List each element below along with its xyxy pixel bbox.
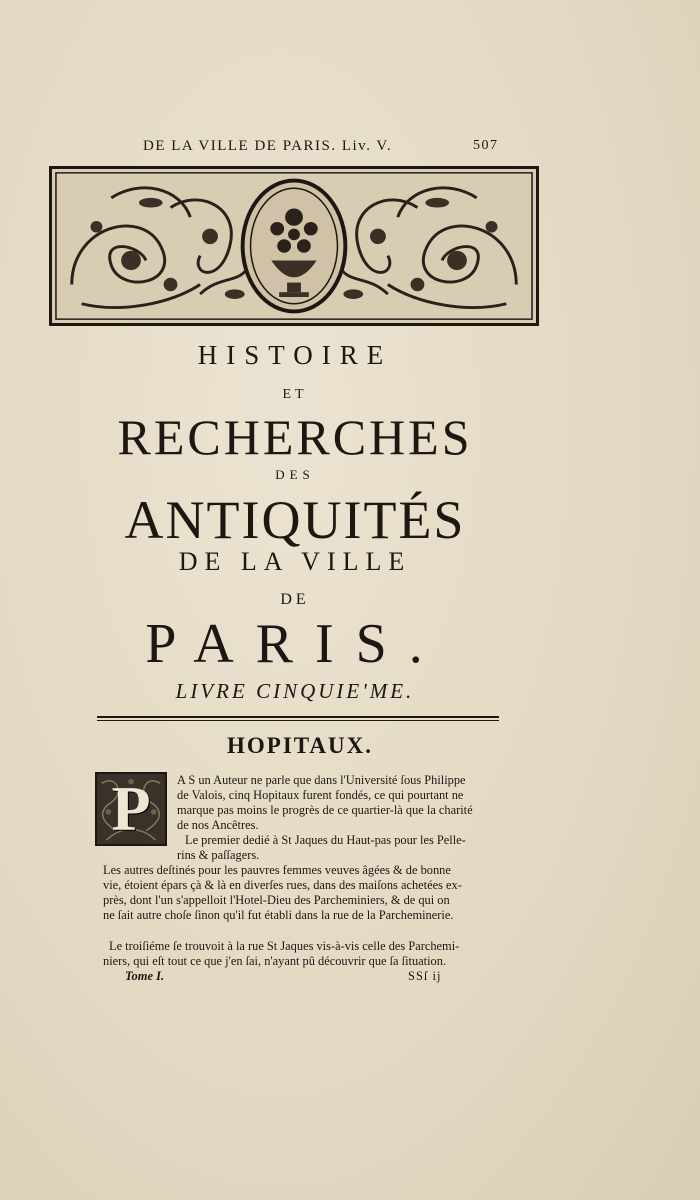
body-line: de nos Ancêtres. <box>177 818 259 832</box>
body-line: rins & paſſagers. <box>177 848 260 862</box>
title-des: DES <box>275 467 315 482</box>
signature-mark: SSſ ij <box>408 969 442 983</box>
section-heading: HOPITAUX. <box>227 733 373 758</box>
title-antiquites: ANTIQUITÉS <box>124 490 466 550</box>
title-de-la-ville: DE LA VILLE <box>178 547 412 576</box>
ornamental-headpiece-icon <box>49 166 539 326</box>
double-rule-top <box>97 716 499 718</box>
decorated-initial <box>95 772 167 846</box>
body-line: Le troiſiéme ſe trouvoit à la rue St Jaques vis-à-vis celle des Parchemi- <box>109 939 460 953</box>
body-line: A S un Auteur ne parle que dans l'Université ſous Philippe <box>177 773 466 787</box>
title-et: ET <box>282 387 308 402</box>
body-line: de Valois, cinq Hopitaux furent fondés, ce qui pourtant ne <box>177 788 464 802</box>
body-line: vie, étoient épars çà & là en diverſes rues, dans des maiſons achetées ex- <box>103 878 462 892</box>
page-number: 507 <box>473 138 499 153</box>
title-histoire: HISTOIRE <box>197 340 393 370</box>
tome-label: Tome I. <box>125 969 165 983</box>
double-rule-bottom <box>97 720 499 721</box>
body-line: près, dont l'un s'appelloit l'Hotel-Dieu des Parcheminiers, & de qui on <box>103 893 450 907</box>
book-subtitle: LIVRE CINQUIE'ME. <box>175 679 415 703</box>
title-de: DE <box>280 591 310 608</box>
body-line: ne ſait autre choſe ſinon qu'il fut établi dans la rue de la Parcheminerie. <box>103 908 454 922</box>
running-head-title: DE LA VILLE DE PARIS. Liv. V. <box>143 138 393 154</box>
drop-cap-letter: P <box>111 773 151 844</box>
body-line: Le premier dedié à St Jaques du Haut-pas pour les Pelle- <box>185 833 466 847</box>
title-recherches: RECHERCHES <box>117 409 473 465</box>
body-line: marque pas moins le progrès de ce quartier-là que la charité <box>177 803 473 817</box>
title-paris: PARIS. <box>145 613 445 675</box>
body-line: Les autres deſtinés pour les pauvres femmes veuves âgées & de bonne <box>103 863 451 877</box>
body-line: niers, qui eſt tout ce que j'en ſai, n'ayant pû découvrir que ſa ſituation. <box>103 954 447 968</box>
